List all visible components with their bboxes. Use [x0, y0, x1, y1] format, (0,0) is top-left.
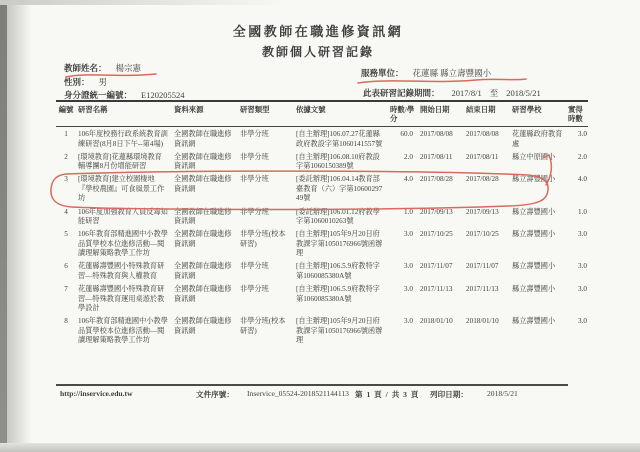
column-header-no: 編號 [58, 105, 74, 114]
id-number-label: 身分證統一編號： [64, 90, 133, 100]
cell-end: 2017/11/13 [466, 285, 499, 294]
cell-school: 縣立壽豐國小 [512, 317, 556, 326]
scan-edge-left-dark [0, 0, 7, 452]
cell-source: 全國教師在職進修資訊網 [174, 130, 232, 148]
column-header-end: 結束日期 [466, 105, 496, 114]
scan-edge-top [0, 0, 288, 5]
column-header-hours: 時數/學分 [390, 105, 415, 124]
table-row [56, 172, 588, 204]
footer-doc-no-label: 文件序號： [196, 390, 234, 399]
footer-divider [56, 384, 568, 386]
cell-no: 6 [64, 262, 68, 271]
cell-earned: 4.0 [578, 175, 587, 184]
cell-earned: 3.0 [578, 262, 587, 271]
cell-name: 106年教育部精進國中小教學品質學校本位進修活動—閱讀理解策略教學工作坊 [78, 230, 168, 258]
cell-end: 2017/08/08 [466, 130, 499, 138]
cell-name: 花蓮縣壽豐國小特殊教育研習—特殊教育與人權教育 [78, 262, 165, 281]
cell-name: 106年教育部精進國中小教學品質學校本位進修活動—閱讀理解策略教學工作坊 [78, 317, 168, 345]
cell-hours: 60.0 [400, 130, 413, 138]
footer-url: http://inservice.edu.tw [60, 389, 133, 398]
scan-edge-bottom [0, 443, 640, 452]
footer-print-date-value: 2018/5/21 [487, 389, 518, 398]
cell-start: 2017/09/13 [420, 207, 453, 216]
cell-doc: [自主辦理]105年9月20日府教課字第1050176966號函辦理 [296, 317, 383, 345]
cell-doc: [委託辦理]106.04.14教育部臺教育（六）字第1060029749號 [296, 175, 383, 203]
teacher-name-value: 楊宗憲 [115, 63, 142, 73]
cell-school: 縣立壽豐國小 [512, 207, 556, 216]
cell-no: 7 [64, 285, 68, 294]
cell-start: 2017/08/11 [420, 152, 453, 161]
cell-hours: 3.0 [404, 285, 413, 294]
table-header-row [56, 100, 588, 127]
column-header-start: 開始日期 [420, 105, 450, 114]
gender-value: 男 [98, 77, 108, 87]
footer-print-date-label: 列印日期： [430, 390, 468, 399]
scan-edge-left-soft [7, 0, 34, 452]
cell-start: 2018/01/10 [420, 317, 453, 326]
column-header-earned: 實得時數 [568, 105, 583, 124]
footer-page-info: 第 1 頁 / 共 3 頁 [355, 390, 420, 399]
cell-no: 2 [64, 152, 68, 161]
column-header-school: 研習學校 [512, 105, 542, 114]
cell-start: 2017/11/13 [420, 285, 453, 294]
cell-source: 全國教師在職進修資訊網 [174, 152, 232, 171]
cell-no: 5 [64, 230, 68, 239]
cell-doc: [委託辦理]106.01.12府教學字第1060010263號 [296, 207, 380, 226]
service-unit-value: 花蓮縣 縣立壽豐國小 [412, 68, 492, 78]
table-row [56, 127, 588, 150]
cell-end: 2018/01/10 [466, 317, 499, 326]
cell-school: 縣立壽豐國小 [512, 285, 556, 294]
column-header-source: 資料來源 [174, 105, 204, 114]
page-subtitle: 教師個人研習記錄 [261, 45, 374, 59]
service-unit-field [361, 67, 491, 79]
cell-type: 非學分班 [240, 207, 269, 216]
teacher-name-label: 教師姓名： [64, 63, 107, 73]
cell-source: 全國教師在職進修資訊網 [174, 207, 232, 226]
cell-no: 3 [64, 175, 68, 184]
cell-earned: 3.0 [578, 130, 587, 138]
gender-field [64, 76, 107, 88]
service-unit-label: 服務單位： [361, 68, 404, 78]
cell-type: 非學分班 [240, 285, 269, 294]
cell-type: 非學分班(校本研習) [240, 317, 286, 335]
column-header-doc: 依據文號 [296, 105, 326, 114]
cell-type: 非學分班(校本研習) [240, 230, 286, 248]
page-title: 全國教師在職進修資訊網 [232, 24, 404, 39]
cell-source: 全國教師在職進修資訊網 [174, 285, 232, 303]
training-record-table [56, 100, 588, 346]
cell-no: 8 [64, 317, 68, 326]
column-header-name: 研習名稱 [78, 105, 108, 114]
cell-end: 2017/09/13 [466, 207, 499, 216]
cell-earned: 3.0 [578, 230, 587, 239]
cell-doc: [自主辦理]106.07.27花蓮縣政府教設字第1060141557號 [296, 130, 383, 148]
cell-end: 2017/10/25 [466, 230, 499, 239]
table-row [56, 282, 588, 314]
cell-doc: [自主辦理]105年9月20日府教課字第1050176966號函辦理 [296, 230, 383, 258]
cell-earned: 3.0 [578, 317, 587, 326]
record-period-end: 2018/5/21 [506, 88, 541, 98]
teacher-name-field [64, 62, 141, 74]
cell-name: [環境教育]花蓮縣環境教育輔導團8月份增能研習 [78, 152, 162, 171]
cell-earned: 1.0 [578, 207, 587, 216]
title-block [218, 21, 418, 60]
cell-type: 非學分班 [240, 262, 269, 271]
cell-hours: 4.0 [404, 175, 413, 184]
cell-start: 2017/08/08 [420, 130, 453, 138]
table-row [56, 259, 588, 282]
record-period-label: 此表研習記錄期間： [363, 88, 440, 98]
cell-start: 2017/08/28 [420, 175, 453, 184]
cell-hours: 3.0 [404, 317, 413, 326]
cell-no: 4 [64, 207, 68, 216]
cell-start: 2017/10/25 [420, 230, 453, 239]
cell-name: 106年度加強教育人員反毒知能研習 [78, 207, 168, 226]
table-body [56, 127, 588, 347]
cell-name: 花蓮縣壽豐國小特殊教育研習—特殊教育運用桌遊於教學設計 [78, 285, 165, 313]
table-row [56, 204, 588, 227]
cell-end: 2017/08/28 [466, 175, 499, 184]
cell-name: 106年度校務行政系統教育訓練研習(8月8日下午--第4場) [78, 130, 168, 148]
cell-school: 縣立壽豐國小 [512, 230, 556, 239]
cell-doc: [自主辦理]106.08.10府教設字第1060150389號 [296, 152, 380, 171]
footer-doc-no-value: Inservice_05524-2018521144113 [247, 389, 349, 398]
cell-hours: 3.0 [404, 262, 413, 271]
table-row [56, 314, 588, 346]
cell-school: 縣立壽豐國小 [512, 262, 556, 271]
cell-type: 非學分班 [240, 152, 269, 161]
cell-source: 全國教師在職進修資訊網 [174, 262, 232, 281]
cell-type: 非學分班 [240, 175, 269, 184]
record-period-to: 至 [489, 88, 499, 98]
gender-label: 性別： [64, 77, 90, 87]
cell-doc: [自主辦理]106.5.9府教特字第1060085380A號 [296, 262, 380, 281]
cell-school: 縣立壽豐國小 [512, 175, 556, 184]
table-row [56, 149, 588, 172]
cell-source: 全國教師在職進修資訊網 [174, 175, 232, 193]
cell-source: 全國教師在職進修資訊網 [174, 317, 232, 335]
table-row [56, 227, 588, 259]
cell-hours: 3.0 [404, 230, 413, 239]
cell-no: 1 [64, 130, 68, 138]
record-period-start: 2017/8/1 [451, 88, 482, 98]
cell-school: 花蓮縣政府教育處 [512, 130, 563, 148]
cell-name: [環境教育]建立校園棲地『學校農園』可食風景工作坊 [78, 175, 165, 203]
cell-end: 2017/11/07 [466, 262, 499, 271]
cell-type: 非學分班 [240, 130, 269, 138]
cell-source: 全國教師在職進修資訊網 [174, 230, 232, 248]
cell-start: 2017/11/07 [420, 262, 453, 271]
cell-hours: 1.0 [404, 207, 413, 216]
record-period-field [363, 87, 541, 99]
cell-doc: [自主辦理]106.5.9府教特字第1060085380A號 [296, 285, 380, 303]
cell-earned: 3.0 [578, 285, 587, 294]
cell-end: 2017/08/11 [466, 152, 499, 161]
column-header-type: 研習類型 [240, 105, 270, 114]
cell-hours: 2.0 [404, 152, 413, 161]
id-number-value: E120205524 [141, 90, 185, 100]
cell-earned: 2.0 [578, 152, 587, 161]
cell-school: 縣立中原國小 [512, 152, 556, 161]
